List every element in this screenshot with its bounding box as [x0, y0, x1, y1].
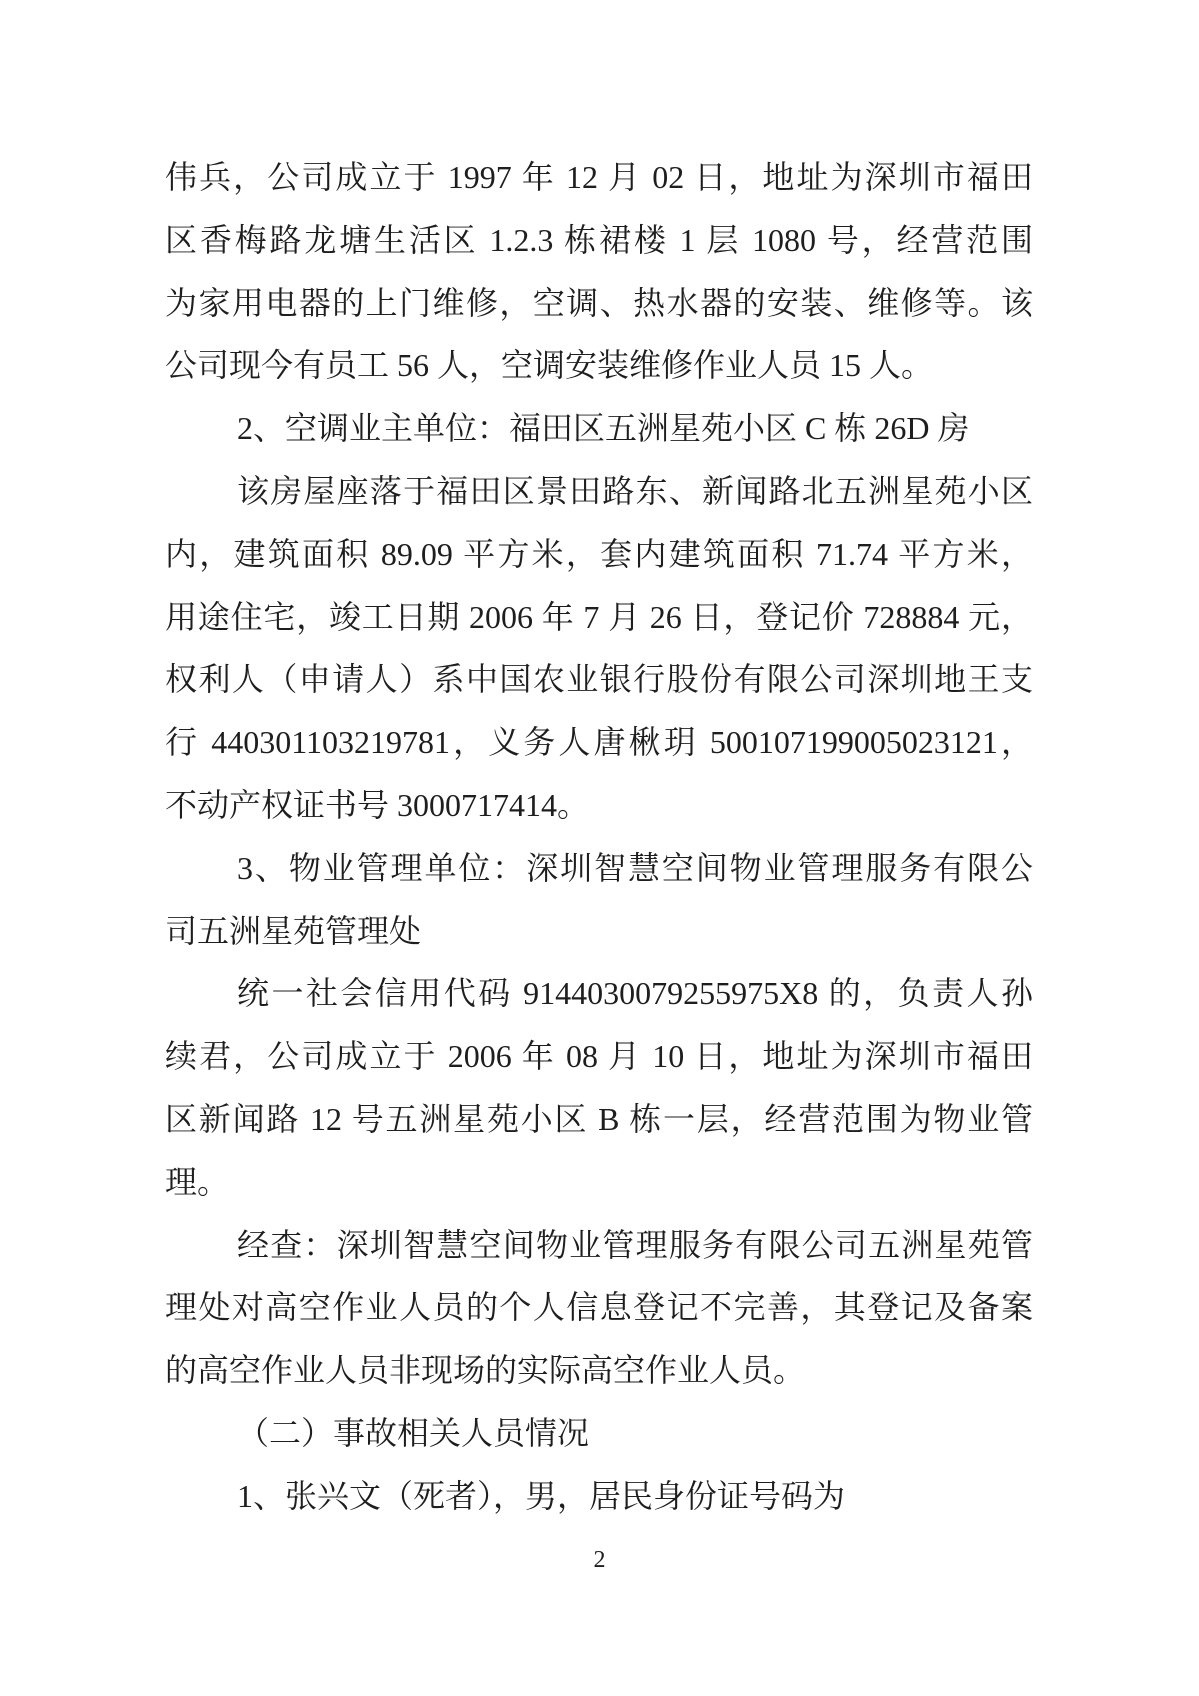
text-line: 续君，公司成立于 2006 年 08 月 10 日，地址为深圳市福田 [165, 1038, 1033, 1075]
text-line: 权利人（申请人）系中国农业银行股份有限公司深圳地王支 [165, 661, 1033, 698]
text-line: 区香梅路龙塘生活区 1.2.3 栋裙楼 1 层 1080 号，经营范围 [165, 221, 1033, 258]
text-line: 公司现今有员工 56 人，空调安装维修作业人员 15 人。 [165, 347, 934, 384]
text-line: 该房屋座落于福田区景田路东、新闻路北五洲星苑小区 [237, 472, 1033, 509]
text-line: 的高空作业人员非现场的实际高空作业人员。 [165, 1352, 806, 1389]
text-line: （二）事故相关人员情况 [237, 1414, 590, 1451]
text-line: 不动产权证书号 3000717414。 [165, 786, 590, 823]
text-line: 1、张兴文（死者），男，居民身份证号码为 [237, 1477, 846, 1514]
page-number: 2 [593, 1547, 606, 1573]
text-line: 2、空调业主单位：福田区五洲星苑小区 C 栋 26D 房 [237, 410, 970, 447]
text-line: 为家用电器的上门维修，空调、热水器的安装、维修等。该 [165, 284, 1033, 321]
text-line: 区新闻路 12 号五洲星苑小区 B 栋一层，经营范围为物业管 [165, 1100, 1033, 1137]
text-line: 用途住宅，竣工日期 2006 年 7 月 26 日，登记价 728884 元， [165, 598, 1033, 635]
text-line: 内，建筑面积 89.09 平方米，套内建筑面积 71.74 平方米， [165, 535, 1033, 572]
document-body [165, 146, 1033, 1528]
text-line: 理。 [165, 1163, 230, 1200]
text-line: 司五洲星苑管理处 [165, 912, 422, 949]
text-line: 3、物业管理单位：深圳智慧空间物业管理服务有限公 [237, 849, 1033, 886]
text-line: 经查：深圳智慧空间物业管理服务有限公司五洲星苑管 [237, 1226, 1033, 1263]
text-line: 理处对高空作业人员的个人信息登记不完善，其登记及备案 [165, 1289, 1033, 1326]
text-line: 行 440301103219781，义务人唐楸玥 500107199005023121， [165, 724, 1033, 761]
text-line: 伟兵，公司成立于 1997 年 12 月 02 日，地址为深圳市福田 [165, 159, 1033, 195]
text-line: 统一社会信用代码 9144030079255975X8 的，负责人孙 [237, 975, 1033, 1012]
